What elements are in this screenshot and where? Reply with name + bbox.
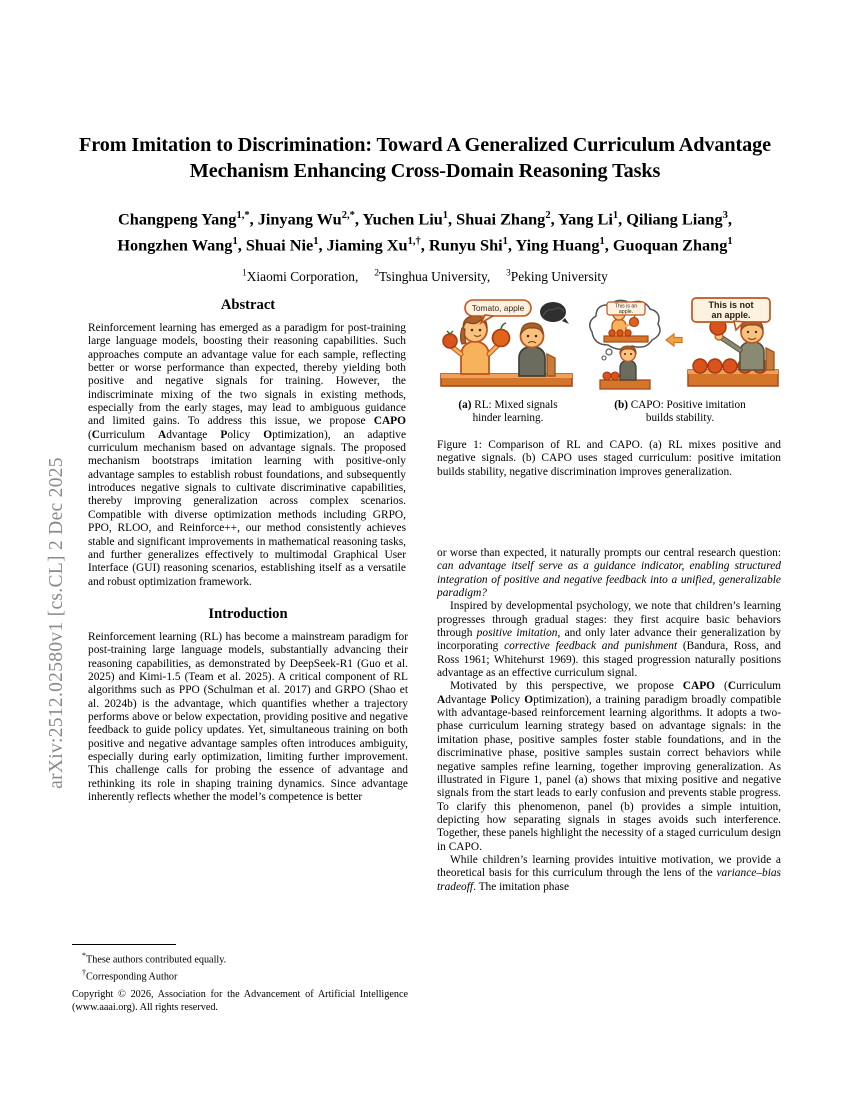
affiliation-list: [72, 265, 778, 285]
right-column: [437, 547, 781, 894]
subcaption-b-line1: CAPO: Positive imitation: [630, 399, 746, 411]
figure-subcaptions: [437, 399, 781, 426]
figure-panel-b-illustration: [582, 296, 781, 392]
imagined-speech-bubble: [607, 302, 645, 315]
right-paragraph-3: Motivated by this perspective, we propose CAPO (Curriculum Advantage Policy Optimization), a training paradigm broadly compatible with advantage-based reinforcement learning algorithms. It adopts a two-phase curriculum learning strategy based on advantage signals: in the imitation phase, positive samples foster stable foundations, and in the discriminative phase, positive samples sustain correct behaviors while negative samples refine learning, together improving generalization. As illustrated in Figure 1, panel (a) shows that mixing positive and negative signals from the start leads to early confusion and prevents stable progress. To clarify this phenomenon, panel (b) provides a simple intuition, depicting how separating signals in stages avoids such interference. Together, these panels highlight the necessity of a staged curriculum design in CAPO.: [437, 680, 782, 853]
svg-text:apple.: apple.: [618, 309, 634, 315]
right-paragraph-4: While children’s learning provides intuitive motivation, we provide a theoretical basis for this curriculum through the lens of the variance–bias tradeoff. The imitation phase: [437, 853, 781, 893]
figure-artwork: [437, 296, 781, 392]
subcaption-b-line2: builds stability.: [645, 412, 715, 425]
title-line-1: From Imitation to Discrimination: Toward A Generalized Curriculum Advantage: [79, 134, 771, 156]
right-paragraph-1: or worse than expected, it naturally prompts our central research question: can advantage itself serve as a guidance indicator, enabling structured integration of positive and negative feedback into a unified, generalizable paradigm?: [437, 547, 781, 600]
footnote-divider: [72, 944, 176, 945]
introduction-paragraph: Reinforcement learning (RL) has become a mainstream paradigm for post-training large language models, substantially advancing their reasoning capabilities, as demonstrated by DeepSeek-R1 (Guo et al. 2025) and Kimi-1.5 (Team et al. 2025). A critical component of RL algorithms such as PPO (Schulman et al. 2017) and GRPO (Shao et al. 2024b) is the advantage, which quantifies whether a trajectory performs above or below expectation, providing positive and negative feedback to guide policy updates. Yet, simultaneous training on both positive and negative advantage samples often introduces ambiguity, especially during early optimization, limiting further improvement. This challenge calls for probing the essence of advantage and rethinking its role in shaping training dynamics. Since advantage inherently reflects whether the model’s competence is better: [88, 630, 408, 803]
figure-caption: Figure 1: Comparison of RL and CAPO. (a) RL mixes positive and negative signals. (b) CAPO uses staged curriculum: positive imitation builds stability, negative discrimination improves generalization.: [437, 438, 781, 478]
copyright-notice: Copyright © 2026, Association for the Advancement of Artificial Intelligence (www.aaai.org). All rights reserved.: [72, 988, 408, 1013]
svg-text:an apple.: an apple.: [711, 310, 751, 320]
subcaption-a-line2: hinder learning.: [472, 412, 544, 425]
footnote-equal-contribution: *These authors contributed equally.: [82, 951, 227, 966]
affiliation-item: $^3$Peking University: [506, 267, 608, 285]
svg-text:This is an: This is an: [614, 303, 638, 310]
author-line-2: Hongzhen Wang$^1$, Shuai Nie$^1$, Jiaming $Xu^{1,\dagger}$, Runyu Shi$^1$, Ying Huang$^1$, Guoquan Zhang$^1$: [117, 235, 733, 255]
footnote-corresponding-author: †Corresponding Author: [82, 967, 178, 983]
subcaption-a-line1: RL: Mixed signals: [474, 399, 558, 411]
affiliation-item: $^1$Xiaomi Corporation,: [242, 267, 359, 285]
title-line-2: Mechanism Enhancing Cross-Domain Reasoning Tasks: [189, 160, 661, 182]
footnote-block: [72, 944, 408, 1014]
page-title: [72, 132, 778, 184]
svg-text:Tomato, apple: Tomato, apple: [471, 303, 525, 313]
subcaption-b-label: (b): [614, 399, 628, 411]
author-list: [72, 205, 778, 257]
affiliation-item: $^2$Tsinghua University,: [374, 267, 491, 285]
figure-panel-a-illustration: [437, 296, 576, 392]
figure-subcaption-a: [437, 399, 579, 426]
figure-subcaption-b: [579, 399, 781, 426]
right-paragraph-2: Inspired by developmental psychology, we note that children’s learning progresses through gradual stages: they first acquire basic behaviors through positive imitation, and only later advance their generalization by incorporating corrective feedback and punishment (Bandura, Ross, and Ross 1961; Whitehurst 1969). this staged progression naturally positions advantage as an effective curriculum signal.: [437, 600, 781, 680]
left-column: [88, 296, 408, 804]
title-block: [72, 132, 778, 285]
introduction-heading: Introduction: [208, 605, 288, 622]
author-line-1: Changpeng Yang$^{1,*}$, Jinyang $Wu^{2,*}$, Yuchen Liu$^1$, Shuai Zhang$^2$, Yang Li$^1$, Qiliang Liang$^3$,: [118, 209, 732, 229]
svg-text:This is not: This is not: [708, 300, 754, 310]
arxiv-stamp: arXiv:2512.02580v1 [cs.CL] 2 Dec 2025: [46, 457, 67, 789]
figure-1: [437, 296, 781, 479]
abstract-text: Reinforcement learning has emerged as a paradigm for post-training large language models, boosting their reasoning capabilities. Such approaches compute an advantage value for each sample, reflecting better or worse performance than expected, thereby yielding both positive and negative signals for training. However, the indiscriminate mixing of the two signals in existing methods, especially from the early stages, may lead to ambiguous guidance and limited gains. To address this issue, we propose CAPO (Curriculum Advantage Policy Optimization), an adaptive curriculum mechanism based on advantage signals. The proposed mechanism bootstraps imitation learning with positive-only advantage samples to establish robust foundations, and subsequently introduces negative signals to cultivate discriminative capabilities, thereby improving generalization across complex scenarios. Compatible with diverse optimization methods including GRPO, PPO, RLOO, and Reinforce++, our method consistently achieves stable and significant improvements in mathematical reasoning tasks, and further generalizes effectively to multimodal Graphical User Interface (GUI) reasoning scenarios, establishing itself as a versatile and robust optimization framework.: [88, 322, 407, 588]
abstract-heading: Abstract: [220, 297, 276, 313]
subcaption-a-label: (a): [458, 399, 472, 411]
